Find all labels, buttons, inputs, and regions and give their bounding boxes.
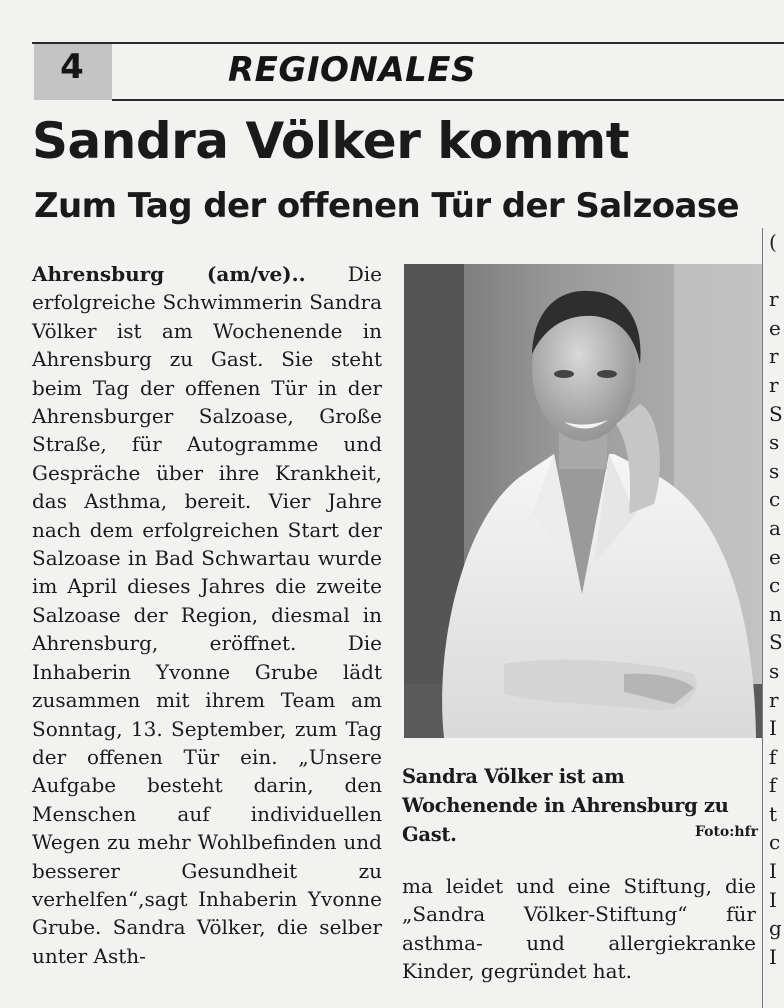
adjacent-column-fragment: I: [769, 859, 777, 884]
adjacent-column-fragment: s: [769, 658, 780, 683]
photo-caption: Sandra Völker ist am Wochenende in Ahrensburg zu Gast.: [402, 765, 729, 846]
article-subheadline: Zum Tag der offenen Tür der Salzoase: [34, 186, 740, 226]
adjacent-column-fragment: f: [769, 744, 777, 769]
column-divider: [762, 228, 763, 1008]
adjacent-column-fragment: c: [769, 573, 781, 598]
adjacent-column-fragment: I: [769, 944, 777, 969]
adjacent-column-fragment: [764, 257, 784, 286]
top-rule: [32, 42, 784, 44]
adjacent-column-edge: [764, 228, 784, 1008]
article-body-right: ma leidet und eine Stiftung, die „Sandra Völker-Stiftung“ für asthma- und allergiekranke Kinder, gegründet hat.: [402, 874, 756, 984]
adjacent-column-fragment: e: [769, 544, 781, 569]
adjacent-column-fragment: S: [769, 401, 783, 426]
adjacent-column-fragment: r: [769, 344, 779, 369]
article-dateline: Ahrensburg (am/ve)..: [32, 262, 306, 286]
adjacent-column-fragment: a: [769, 515, 781, 540]
adjacent-column-fragment: r: [769, 687, 779, 712]
article-body-left: [32, 260, 382, 970]
adjacent-column-fragment: r: [769, 372, 779, 397]
article-body-left-text: Die erfolgreiche Schwimmerin Sandra Völker ist am Wochenende in Ahrensburg zu Gast. Sie steht beim Tag der offenen Tür in der Ahrensburger Salzoase, Große Straße, für Autogramme und Gespräche über ihre Krankheit, das Asthma, bereit. Vier Jahre nach dem erfolgreichen Start der Salzoase in Bad Schwartau wurde im April dieses Jahres die zweite Salzoase der Region, diesmal in Ahrensburg, eröffnet. Die Inhaberin Yvonne Grube lädt zusammen mit ihrem Team am Sonntag, 13. September, zum Tag der offenen Tür ein. „Unsere Aufgabe besteht darin, den Menschen auf individuellen Wegen zu mehr Wohlbefinden und besserer Gesundheit zu verhelfen“,sagt Inhaberin Yvonne Grube. Sandra Völker, die selber unter Asth-: [32, 262, 382, 968]
adjacent-column-fragment: (: [769, 230, 777, 254]
adjacent-column-fragment: e: [769, 315, 781, 340]
article-photo: [404, 264, 762, 738]
adjacent-column-fragment: s: [769, 458, 780, 483]
adjacent-column-fragment: s: [769, 430, 780, 455]
adjacent-column-fragment: f: [769, 773, 777, 798]
article-headline: Sandra Völker kommt: [32, 112, 630, 170]
adjacent-column-fragment: n: [769, 601, 782, 626]
adjacent-column-fragment: I: [769, 887, 777, 912]
page-number: 4: [60, 47, 84, 87]
adjacent-column-fragment: t: [769, 801, 778, 826]
adjacent-column-fragment: c: [769, 830, 781, 855]
adjacent-column-fragment: c: [769, 487, 781, 512]
adjacent-column-fragment: g: [769, 916, 782, 941]
adjacent-column-fragment: S: [769, 630, 783, 655]
adjacent-column-fragment: I: [769, 716, 777, 741]
section-rule: [112, 99, 784, 101]
adjacent-column-fragment: r: [769, 287, 779, 312]
photo-credit: Foto:hfr: [694, 824, 758, 840]
section-title: REGIONALES: [228, 50, 477, 90]
